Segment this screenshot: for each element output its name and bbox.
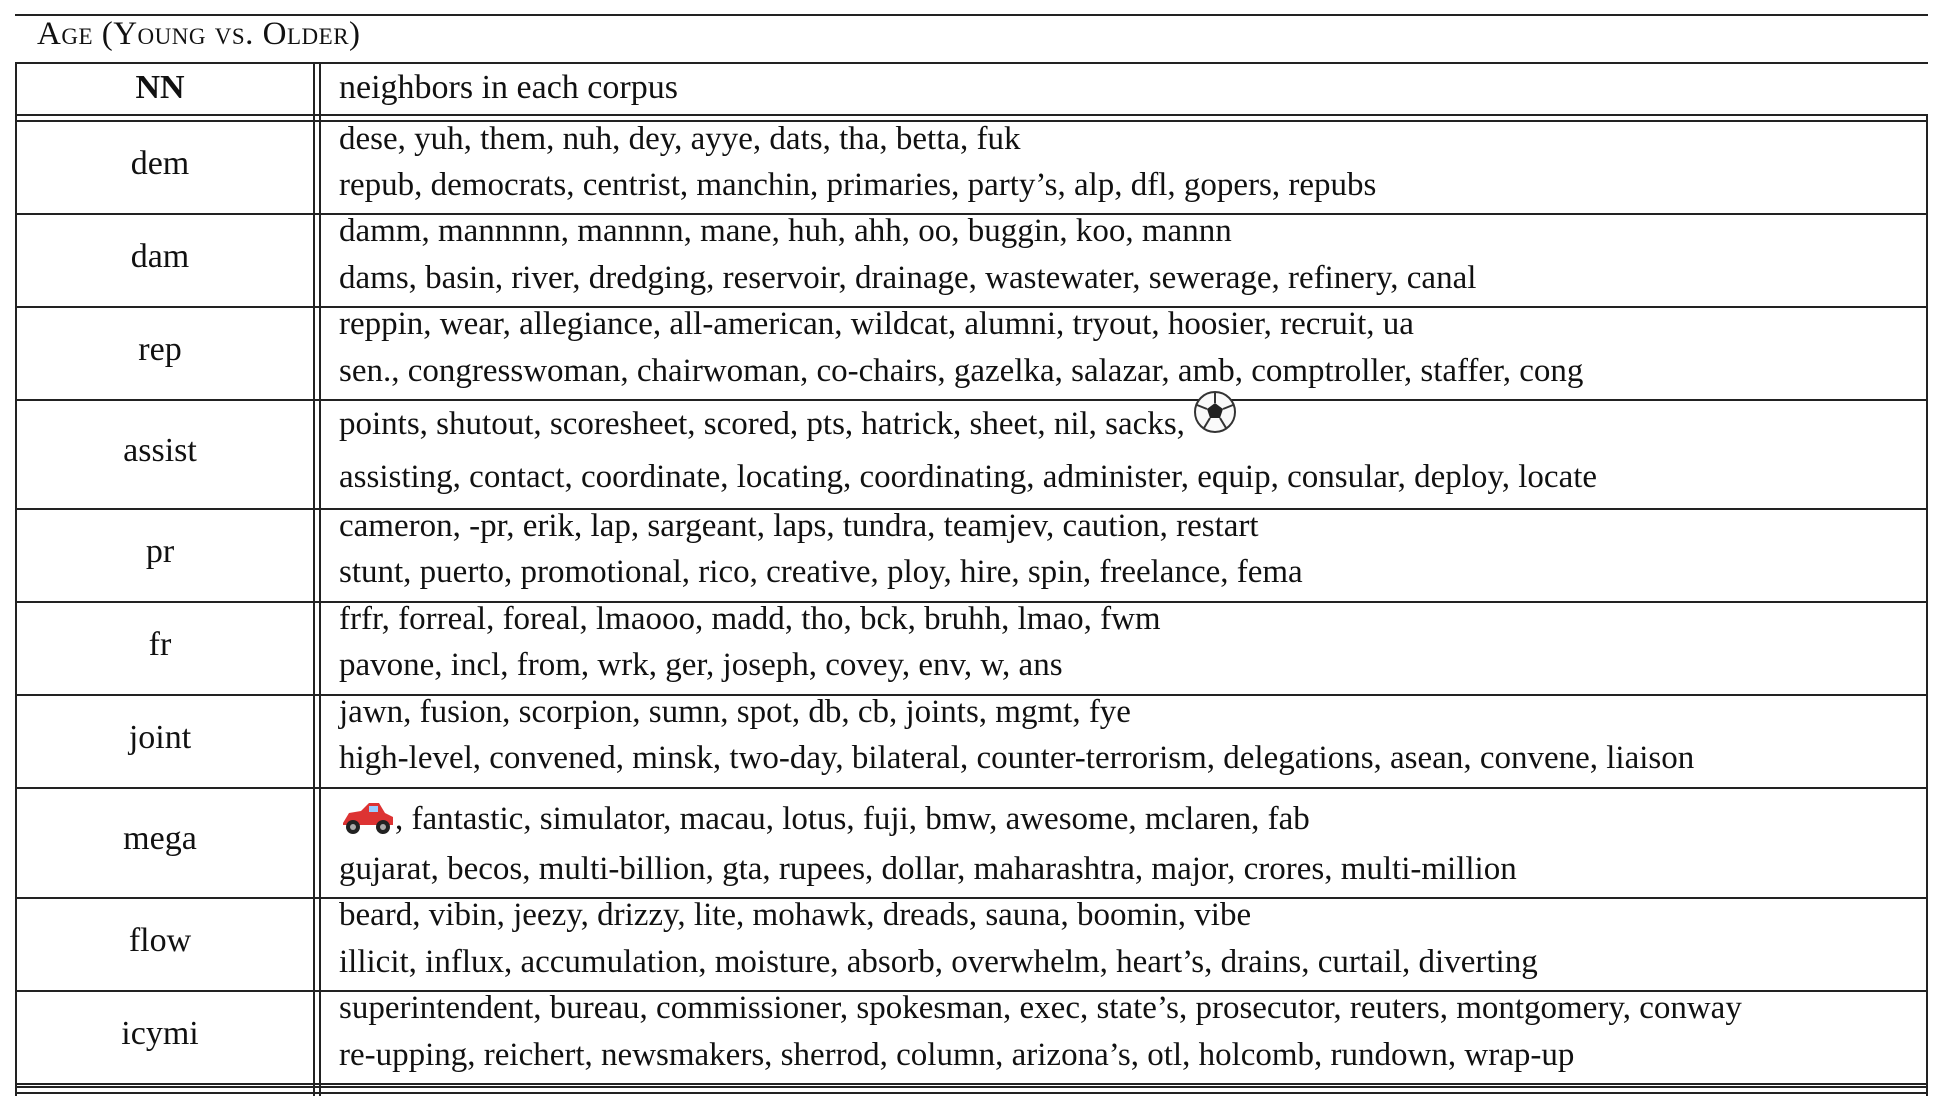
neighbors-young: beard, vibin, jeezy, drizzy, lite, mohawk, dreads, sauna, boomin, vibe [339,897,1252,933]
neighbors-older: repub, democrats, centrist, manchin, primaries, party’s, alp, dfl, gopers, repubs [339,167,1377,203]
row-rule [15,1083,1928,1085]
row-rule [15,787,1928,789]
neighbors-older: illicit, influx, accumulation, moisture, absorb, overwhelm, heart’s, drains, curtail, diverting [339,944,1538,980]
race-car-icon [339,797,395,846]
neighbors-older: re-upping, reichert, newsmakers, sherrod, column, arizona’s, otl, holcomb, rundown, wrap-up [339,1037,1575,1073]
neighbors-older: sen., congresswoman, chairwoman, co-chairs, gazelka, salazar, amb, comptroller, staffer, cong [339,353,1584,389]
neighbors-older: high-level, convened, minsk, two-day, bilateral, counter-terrorism, delegations, asean, convene, liaison [339,740,1695,776]
header-neighbors: neighbors in each corpus [339,69,678,106]
neighbors-young: superintendent, bureau, commissioner, spokesman, exec, state’s, prosecutor, reuters, montgomery, conway [339,990,1742,1026]
row-word: fr [148,625,172,663]
neighbors-older: pavone, incl, from, wrk, ger, joseph, covey, env, w, ans [339,647,1063,683]
row-word: joint [128,718,192,756]
column-divider-left [313,62,315,1096]
row-word: dem [130,145,190,182]
row-word: dam [130,237,190,275]
neighbors-young: dese, yuh, them, nuh, dey, ayye, dats, tha, betta, fuk [339,121,1021,157]
header-nn: NN [135,69,185,106]
neighbors-young-text: points, shutout, scoresheet, scored, pts, hatrick, sheet, nil, sacks, [339,406,1194,443]
neighbors-older: stunt, puerto, promotional, rico, creative, ploy, hire, spin, freelance, fema [339,554,1303,590]
neighbors-young: reppin, wear, allegiance, all-american, wildcat, alumni, tryout, hoosier, recruit, ua [339,306,1414,342]
neighbors-young: frfr, forreal, foreal, lmaooo, madd, tho, bck, bruhh, lmao, fwm [339,601,1161,637]
row-word: assist [123,431,197,469]
neighbors-young: cameron, -pr, erik, lap, sargeant, laps, tundra, teamjev, caution, restart [339,508,1259,544]
neighbors-young: jawn, fusion, scorpion, sumn, spot, db, cb, joints, mgmt, fye [339,694,1131,730]
right-border [1926,114,1928,1096]
row-word: icymi [121,1014,199,1052]
neighbors-older: assisting, contact, coordinate, locating, coordinating, administer, equip, consular, deploy, locate [339,459,1598,495]
title-rule [15,62,1928,64]
bottom-double-rule-top [15,1086,1928,1088]
neighbors-young-text: , fantastic, simulator, macau, lotus, fuji, bmw, awesome, mclaren, fab [395,801,1310,838]
soccer-ball-icon [1193,390,1237,443]
row-word: rep [138,330,182,368]
column-divider-right [319,62,321,1096]
header-double-rule-top [15,114,1928,116]
neighbors-young [339,797,1310,846]
bottom-double-rule-bottom [15,1092,1928,1094]
row-word: pr [145,532,175,570]
row-word: mega [123,820,197,857]
neighbors-older: dams, basin, river, dredging, reservoir, drainage, wastewater, sewerage, refinery, canal [339,260,1477,296]
table-title: Age (Young vs. Older) [37,16,361,52]
neighbors-young: damm, mannnnn, mannnn, mane, huh, ahh, oo, buggin, koo, mannn [339,213,1232,249]
neighbors-young [339,400,1237,453]
row-word: flow [128,921,192,959]
neighbors-older: gujarat, becos, multi-billion, gta, rupees, dollar, maharashtra, major, crores, multi-million [339,851,1517,887]
